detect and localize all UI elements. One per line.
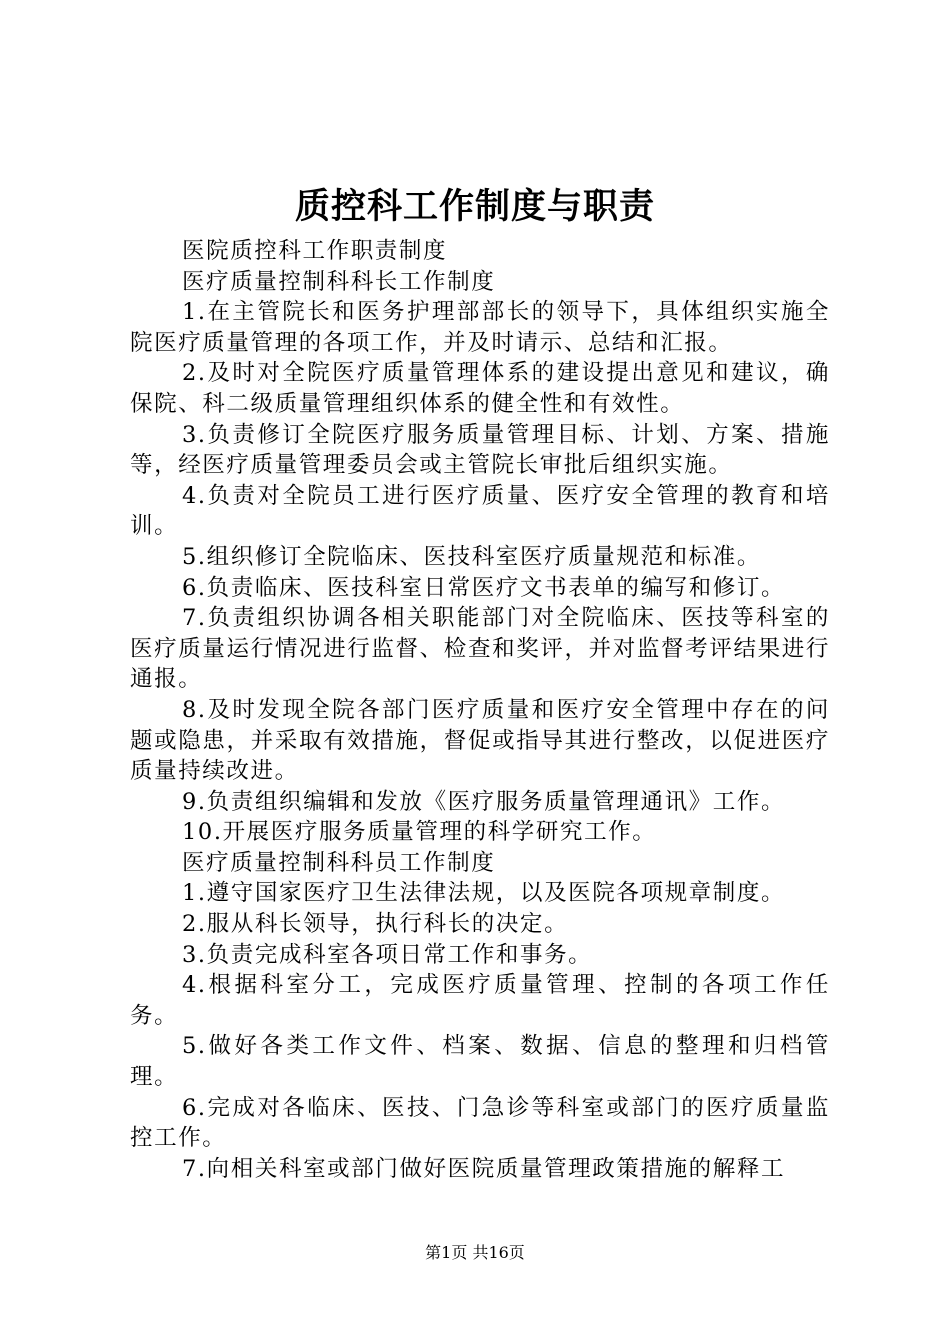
list-item: 4.负责对全院员工进行医疗质量、医疗安全管理的教育和培训。 bbox=[130, 482, 830, 540]
subsection-heading: 医疗质量控制科科员工作制度 bbox=[182, 849, 496, 876]
list-item: 5.组织修订全院临床、医技科室医疗质量规范和标准。 bbox=[182, 543, 761, 570]
list-item: 4.根据科室分工，完成医疗质量管理、控制的各项工作任务。 bbox=[130, 972, 830, 1029]
list-item: 5.做好各类工作文件、档案、数据、信息的整理和归档管理。 bbox=[130, 1033, 830, 1091]
list-item: 7.向相关科室或部门做好医院质量管理政策措施的解释工 bbox=[182, 1155, 786, 1182]
page-footer: 第1页 共16页 bbox=[425, 1243, 525, 1262]
list-item: 6.完成对各临床、医技、门急诊等科室或部门的医疗质量监控工作。 bbox=[130, 1094, 830, 1152]
list-item: 2.服从科长领导，执行科长的决定。 bbox=[182, 911, 569, 938]
list-item: 1.遵守国家医疗卫生法律法规，以及医院各项规章制度。 bbox=[182, 880, 786, 907]
list-item: 9.负责组织编辑和发放《医疗服务质量管理通讯》工作。 bbox=[182, 788, 786, 815]
list-item: 1.在主管院长和医务护理部部长的领导下，具体组织实施全院医疗质量管理的各项工作，并及时请示、总结和汇报。 bbox=[130, 299, 830, 356]
list-item: 6.负责临床、医技科室日常医疗文书表单的编写和修订。 bbox=[182, 574, 786, 601]
subsection-heading: 医疗质量控制科科长工作制度 bbox=[182, 268, 496, 295]
list-item: 3.负责修订全院医疗服务质量管理目标、计划、方案、措施等，经医疗质量管理委员会或主管院长审批后组织实施。 bbox=[130, 421, 830, 479]
list-item: 7.负责组织协调各相关职能部门对全院临床、医技等科室的医疗质量运行情况进行监督、检查和奖评，并对监督考评结果进行通报。 bbox=[130, 605, 830, 693]
list-item: 10.开展医疗服务质量管理的科学研究工作。 bbox=[182, 819, 657, 846]
list-item: 2.及时对全院医疗质量管理体系的建设提出意见和建议，确保院、科二级质量管理组织体系的健全性和有效性。 bbox=[130, 360, 830, 417]
section-heading: 医院质控科工作职责制度 bbox=[182, 238, 448, 264]
list-item: 3.负责完成科室各项日常工作和事务。 bbox=[182, 941, 593, 968]
document-body bbox=[130, 236, 830, 1184]
list-item: 8.及时发现全院各部门医疗质量和医疗安全管理中存在的问题或隐患，并采取有效措施，督促或指导其进行整改，以促进医疗质量持续改进。 bbox=[130, 696, 830, 785]
document-title: 质控科工作制度与职责 bbox=[294, 186, 655, 227]
